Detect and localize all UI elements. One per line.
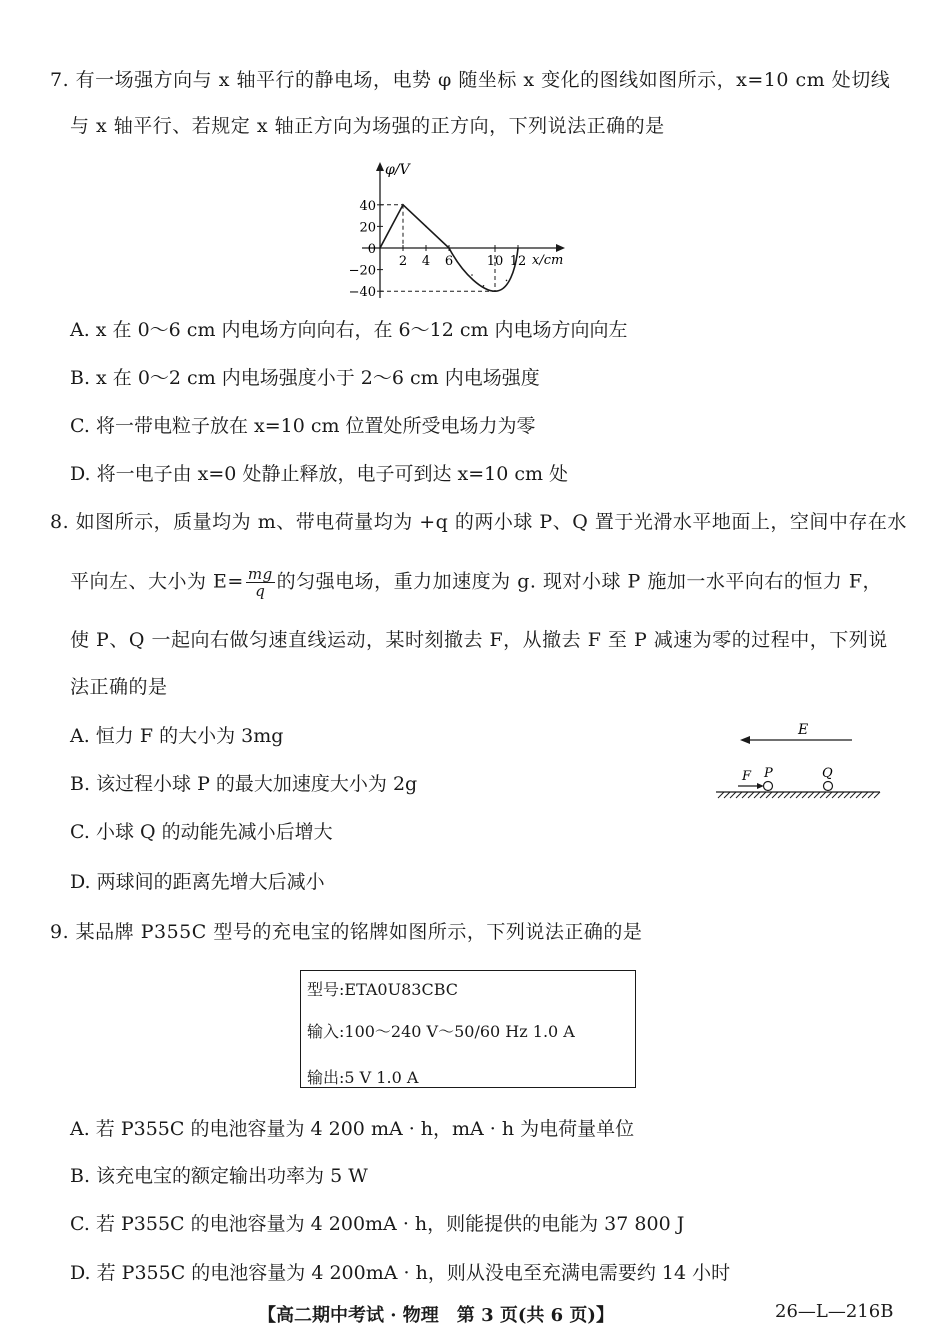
page-footer-title: 【高二期中考试 · 物理 第 3 页(共 6 页)】 bbox=[258, 1305, 614, 1326]
hatch-stroke bbox=[790, 792, 796, 798]
q9-option-c: C. 若 P355C 的电池容量为 4 200mA · h，则能提供的电能为 37 800 J bbox=[70, 1213, 685, 1235]
hatch-stroke bbox=[856, 792, 862, 798]
x-axis-label: x/cm bbox=[532, 253, 564, 268]
hatch-stroke bbox=[874, 792, 880, 798]
ball-q-label: Q bbox=[822, 766, 833, 781]
hatch-stroke bbox=[784, 792, 790, 798]
phi-point bbox=[471, 274, 473, 276]
hatch-stroke bbox=[808, 792, 814, 798]
hatch-stroke bbox=[850, 792, 856, 798]
hatch-stroke bbox=[778, 792, 784, 798]
q7-option-a: A. x 在 0～6 cm 内电场方向向右，在 6～12 cm 内电场方向向左 bbox=[70, 319, 628, 341]
x-tick-label: 6 bbox=[444, 254, 454, 269]
hatch-stroke bbox=[844, 792, 850, 798]
q9-stem-line1: 9. 某品牌 P355C 型号的充电宝的铭牌如图所示，下列说法正确的是 bbox=[50, 921, 643, 943]
phi-point bbox=[517, 247, 519, 249]
hatch-stroke bbox=[736, 792, 742, 798]
hatch-stroke bbox=[724, 792, 730, 798]
ground-hatching bbox=[718, 792, 880, 798]
phi-point bbox=[379, 247, 381, 249]
hatch-stroke bbox=[766, 792, 772, 798]
phi-point bbox=[425, 226, 427, 228]
phi-x-graph bbox=[340, 158, 600, 308]
y-tick-label: 40 bbox=[359, 198, 376, 214]
q9-option-a: A. 若 P355C 的电池容量为 4 200 mA · h，mA · h 为电荷量单位 bbox=[70, 1118, 635, 1140]
hatch-stroke bbox=[826, 792, 832, 798]
force-label-f: F bbox=[742, 769, 752, 784]
x-tick-label: 12 bbox=[509, 254, 527, 269]
y-axis-label: φ/V bbox=[385, 162, 410, 178]
q7-stem-line1: 7. 有一场强方向与 x 轴平行的静电场，电势 φ 随坐标 x 变化的图线如图所示，x=10 cm 处切线 bbox=[50, 69, 891, 91]
q8-option-c: C. 小球 Q 的动能先减小后增大 bbox=[70, 821, 333, 843]
hatch-stroke bbox=[862, 792, 868, 798]
q7-option-d: D. 将一电子由 x=0 处静止释放，电子可到达 x=10 cm 处 bbox=[70, 463, 569, 485]
paper-code: 26—L—216B bbox=[775, 1301, 894, 1322]
y-tick-label: −20 bbox=[348, 263, 376, 279]
power-bank-nameplate bbox=[300, 970, 636, 1088]
x-tick-label: 4 bbox=[421, 254, 431, 269]
hatch-stroke bbox=[772, 792, 778, 798]
two-balls-figure bbox=[710, 720, 890, 800]
e-fraction-numerator: mg bbox=[247, 565, 273, 583]
nameplate-output: 输出:5 V 1.0 A bbox=[307, 1068, 419, 1087]
hatch-stroke bbox=[796, 792, 802, 798]
q8-stem-line1: 8. 如图所示，质量均为 m、带电荷量均为 +q 的两小球 P、Q 置于光滑水平地面上，空间中存在水 bbox=[50, 511, 907, 533]
q9-option-b: B. 该充电宝的额定输出功率为 5 W bbox=[70, 1165, 368, 1187]
q8-option-b: B. 该过程小球 P 的最大加速度大小为 2g bbox=[70, 773, 418, 795]
phi-point bbox=[506, 280, 508, 282]
q9-option-d: D. 若 P355C 的电池容量为 4 200mA · h，则从没电至充满电需要约 14 小时 bbox=[70, 1262, 731, 1284]
phi-point bbox=[402, 204, 404, 206]
e-fraction bbox=[246, 566, 275, 599]
q8-stem-line4: 法正确的是 bbox=[70, 676, 168, 698]
hatch-stroke bbox=[832, 792, 838, 798]
ball-q bbox=[824, 782, 833, 791]
hatch-stroke bbox=[748, 792, 754, 798]
x-axis-arrow bbox=[556, 244, 565, 252]
x-tick-label: 2 bbox=[398, 254, 408, 269]
hatch-stroke bbox=[760, 792, 766, 798]
y-tick-label: −40 bbox=[348, 285, 376, 301]
q8-stem-line2 bbox=[70, 566, 882, 599]
hatch-stroke bbox=[742, 792, 748, 798]
ball-p-label: P bbox=[764, 766, 773, 781]
q8-stem-line2-post: 的匀强电场，重力加速度为 g. 现对小球 P 施加一水平向右的恒力 F， bbox=[276, 570, 883, 593]
phi-point bbox=[448, 247, 450, 249]
q8-option-d: D. 两球间的距离先增大后减小 bbox=[70, 871, 325, 893]
hatch-stroke bbox=[718, 792, 724, 798]
hatch-stroke bbox=[838, 792, 844, 798]
q7-option-b: B. x 在 0～2 cm 内电场强度小于 2～6 cm 内电场强度 bbox=[70, 367, 540, 389]
q8-stem-line3: 使 P、Q 一起向右做匀速直线运动，某时刻撤去 F，从撤去 F 至 P 减速为零的过程中，下列说 bbox=[70, 629, 888, 651]
nameplate-model: 型号:ETA0U83CBC bbox=[307, 980, 458, 999]
nameplate-input: 输入:100～240 V～50/60 Hz 1.0 A bbox=[307, 1022, 575, 1041]
hatch-stroke bbox=[814, 792, 820, 798]
q8-stem-line2-pre: 平向左、大小为 E= bbox=[70, 570, 244, 593]
q7-stem-line2: 与 x 轴平行、若规定 x 轴正方向为场强的正方向，下列说法正确的是 bbox=[70, 115, 665, 137]
ball-p bbox=[764, 782, 773, 791]
phi-point bbox=[483, 285, 485, 287]
y-tick-label: 20 bbox=[359, 220, 376, 236]
hatch-stroke bbox=[820, 792, 826, 798]
hatch-stroke bbox=[730, 792, 736, 798]
phi-point bbox=[494, 290, 496, 292]
q8-option-a: A. 恒力 F 的大小为 3mg bbox=[70, 725, 284, 747]
y-axis-arrow bbox=[376, 162, 384, 171]
field-arrow-head bbox=[740, 736, 750, 744]
e-fraction-denominator: q bbox=[255, 582, 266, 600]
hatch-stroke bbox=[802, 792, 808, 798]
hatch-stroke bbox=[754, 792, 760, 798]
x-tick-label: 10 bbox=[486, 254, 504, 269]
field-label-e: E bbox=[798, 722, 809, 738]
q7-option-c: C. 将一带电粒子放在 x=10 cm 位置处所受电场力为零 bbox=[70, 415, 536, 437]
hatch-stroke bbox=[868, 792, 874, 798]
y-tick-label: 0 bbox=[367, 242, 376, 257]
